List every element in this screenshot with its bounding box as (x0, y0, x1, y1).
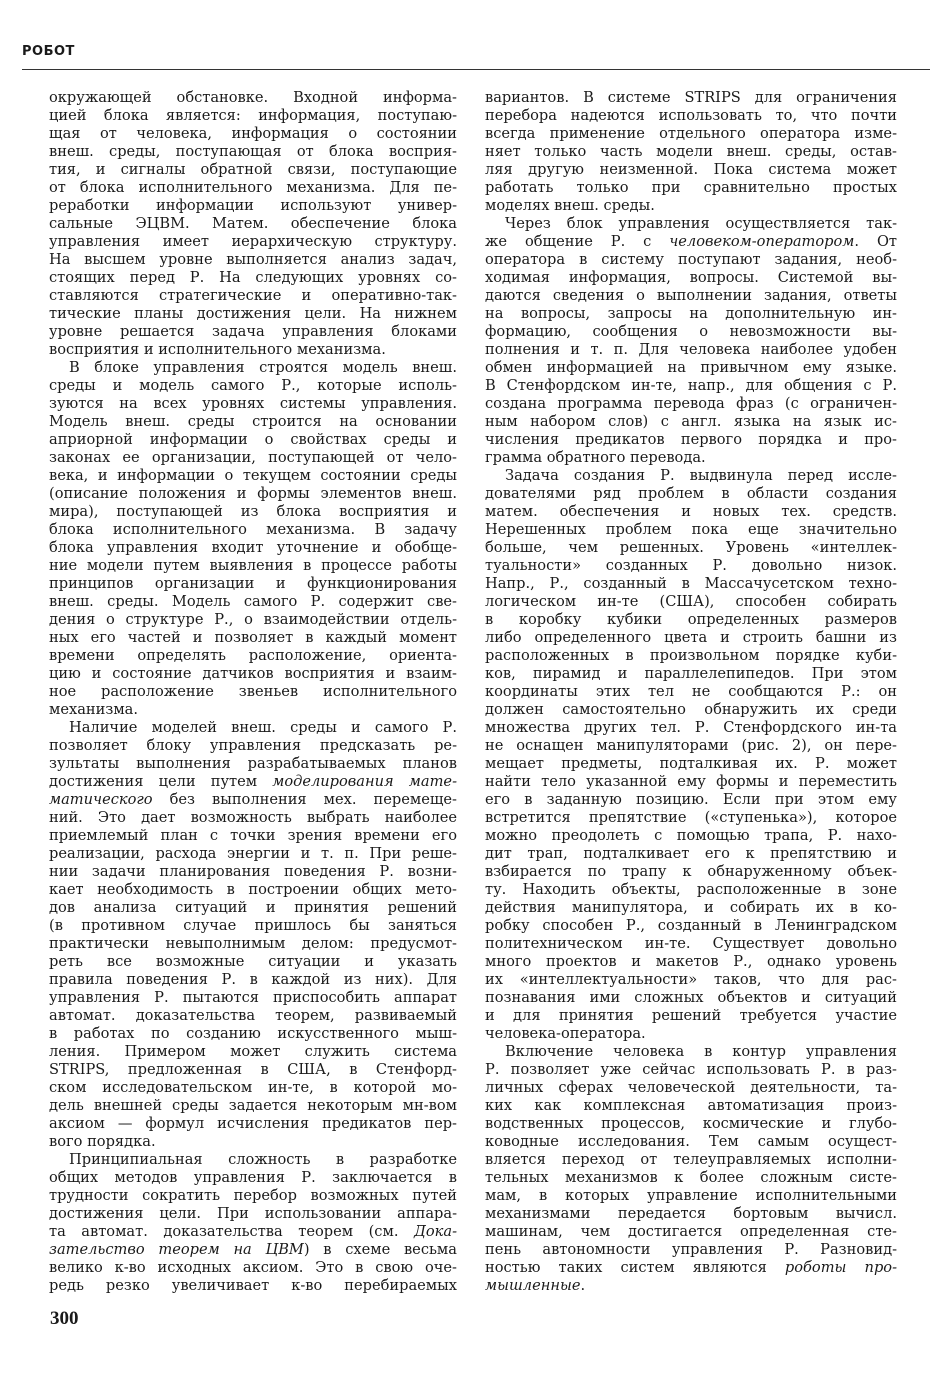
text-line: внеш. среды. Модель самого Р. содержит све- (49, 593, 457, 610)
text-line: аксиом — формул исчисления предикатов пер- (49, 1115, 457, 1132)
text-line: окружающей обстановке. Входной информа- (49, 89, 457, 106)
text-line: механизмами передается бортовым вычисл. (485, 1205, 897, 1222)
text-line: встретится препятствие («ступенька»), которое (485, 809, 897, 826)
text-line: (описание положения и формы элементов внеш. (49, 485, 457, 502)
text-line: политехническом ин-те. Существует довольно (485, 935, 897, 952)
text-line: зультаты выполнения разрабатываемых планов (49, 755, 457, 772)
text-line: В Стенфордском ин-те, напр., для общения с Р. (485, 377, 897, 394)
text-line: реть все возможные ситуации и указать (49, 953, 457, 970)
text-line: вариантов. В системе STRIPS для ограничения (485, 89, 897, 106)
text-line: робку способен Р., созданный в Ленинградском (485, 917, 897, 934)
text-segment: же общение Р. с (485, 233, 670, 250)
text-line: нии задачи планирования поведения Р. возни- (49, 863, 457, 880)
text-line: щая от человека, информация о состоянии (49, 125, 457, 142)
text-segment: без выполнения мех. перемеще- (152, 791, 457, 808)
text-line: от блока исполнительного механизма. Для пе- (49, 179, 457, 196)
text-line: ляя другую неизменной. Пока система может (485, 161, 897, 178)
text-line (49, 791, 457, 809)
text-line: цию и состояние датчиков восприятия и взаим- (49, 665, 457, 682)
text-line: сальные ЭЦВМ. Матем. обеспечение блока (49, 215, 457, 232)
text-line: ставляются стратегические и оперативно-так- (49, 287, 457, 304)
text-line: вого порядка. (49, 1133, 156, 1150)
header-rule (22, 69, 930, 70)
text-line: дения о структуре Р., о взаимодействии отдель- (49, 611, 457, 628)
text-segment: . (580, 1277, 586, 1294)
text-line: дель внешней среды задается некоторым мн-вом (49, 1097, 457, 1114)
text-line: ления. Примером может служить система (49, 1043, 457, 1060)
text-line: среды и модель самого Р., которые исполь- (49, 377, 457, 394)
text-line: ту. Находить объекты, расположенные в зоне (485, 881, 897, 898)
text-line: расположенных в произвольном порядке куби- (485, 647, 897, 664)
italic-term: Дока- (414, 1223, 457, 1240)
text-line: Р. позволяет уже сейчас использовать Р. в раз- (485, 1061, 897, 1078)
text-line: автомат. доказательства теорем, развиваемый (49, 1007, 457, 1024)
text-line: в работах по созданию искусственного мыш- (49, 1025, 457, 1042)
text-line: В блоке управления строятся модель внеш. (69, 359, 457, 376)
text-line: мира), поступающей из блока восприятия и (49, 503, 457, 520)
text-line: механизма. (49, 701, 139, 718)
text-line: восприятия и исполнительного механизма. (49, 341, 386, 358)
text-line: ние модели путем выявления в процессе работы (49, 557, 457, 574)
paragraph (485, 1043, 897, 1295)
text-line: туальности» созданных Р. довольно низок. (485, 557, 897, 574)
italic-term: матического (49, 791, 153, 808)
text-line: даются сведения о выполнении задания, ответы (485, 287, 897, 304)
text-line (485, 1277, 897, 1295)
text-line: Через блок управления осуществляется так- (505, 215, 897, 232)
text-line: множества других тел. Р. Стенфордского ин-та (485, 719, 897, 736)
paragraph (485, 467, 897, 1043)
text-line: позволяет блоку управления предсказать ре- (49, 737, 457, 754)
text-line: достижения цели. При использовании аппара- (49, 1205, 457, 1222)
text-line: ском исследовательском ин-те, в которой мо- (49, 1079, 457, 1096)
text-line: машинам, чем достигается определенная сте- (485, 1223, 897, 1240)
text-line: стоящих перед Р. На следующих уровнях со- (49, 269, 457, 286)
text-line (485, 233, 897, 251)
text-line: Напр., Р., созданный в Массачусетском техно- (485, 575, 897, 592)
text-line: ний. Это дает возможность выбрать наиболее (49, 809, 457, 826)
paragraph (49, 89, 457, 359)
text-line (49, 1241, 457, 1259)
text-line: общих методов управления Р. заключается в (49, 1169, 457, 1186)
text-column-right (485, 89, 897, 1295)
text-line: дов анализа ситуаций и принятия решений (49, 899, 457, 916)
running-title: РОБОТ (22, 44, 75, 59)
text-line: на вопросы, запросы на дополнительную ин- (485, 305, 897, 322)
text-line: перебора надеются использовать то, что почти (485, 107, 897, 124)
text-line: создана программа перевода фраз (с ограничен- (485, 395, 897, 412)
text-line: его в заданную позицию. Если при этом ему (485, 791, 897, 808)
text-line: Модель внеш. среды строится на основании (49, 413, 457, 430)
italic-term: роботы про- (784, 1259, 897, 1276)
text-line: Принципиальная сложность в разработке (69, 1151, 457, 1168)
text-line: больше, чем решенных. Уровень «интеллек- (485, 539, 897, 556)
italic-term: человеком-оператором (669, 233, 855, 250)
text-line: в коробку кубики определенных размеров (485, 611, 897, 628)
text-segment: достижения цели путем (49, 773, 273, 790)
paragraph (49, 1151, 457, 1295)
italic-term: мышленные (485, 1277, 581, 1294)
text-line: ководные исследования. Тем самым осущест- (485, 1133, 897, 1150)
text-line (49, 1223, 457, 1241)
text-line: полнения и т. п. Для человека наиболее удобен (485, 341, 897, 358)
text-line: личных сферах человеческой деятельности, та- (485, 1079, 897, 1096)
text-line: взбирается по трапу к обнаруженному объек- (485, 863, 897, 880)
text-line: приемлемый план с точки зрения времени его (49, 827, 457, 844)
text-line: грамма обратного перевода. (485, 449, 706, 466)
paragraph (485, 89, 897, 215)
text-line: внеш. среды, поступающая от блока восприя- (49, 143, 457, 160)
text-line (485, 1259, 897, 1277)
text-segment: ) в схеме весьма (303, 1241, 457, 1258)
text-line: тия, и сигналы обратной связи, поступающие (49, 161, 457, 178)
text-line: работать только при сравнительно простых (485, 179, 897, 196)
text-line: обмен информацией на привычном ему языке. (485, 359, 897, 376)
text-column-left (49, 89, 457, 1295)
text-line: либо определенного цвета и строить башни из (485, 629, 897, 646)
text-line: На высшем уровне выполняется анализ задач, (49, 251, 457, 268)
text-line: блока управления входит уточнение и обобще- (49, 539, 457, 556)
text-line: ных его частей и позволяет в каждый момент (49, 629, 457, 646)
text-line: познавания ими сложных объектов и ситуаций (485, 989, 897, 1006)
text-line: координаты этих тел не сообщаются Р.: он (485, 683, 897, 700)
text-line: вляется переход от телеуправляемых исполни- (485, 1151, 897, 1168)
text-line: практически невыполнимым делом: предусмот- (49, 935, 457, 952)
text-segment: та автомат. доказательства теорем (см. (49, 1223, 414, 1240)
text-line: управления имеет иерархическую структуру. (49, 233, 457, 250)
text-line: моделях внеш. среды. (485, 197, 655, 214)
text-line: ным набором слов) с англ. языка на язык ис- (485, 413, 897, 430)
text-line: блока исполнительного механизма. В задачу (49, 521, 457, 538)
text-line: принципов организации и функционирования (49, 575, 457, 592)
text-line: пень автономности управления Р. Разновид- (485, 1241, 897, 1258)
text-line: формацию, сообщения о невозможности вы- (485, 323, 897, 340)
text-line: мам, в которых управление исполнительными (485, 1187, 897, 1204)
paragraph (49, 359, 457, 719)
text-line: века, и информации о текущем состоянии среды (49, 467, 457, 484)
text-line: логическом ин-те (США), способен собирать (485, 593, 897, 610)
text-line (49, 773, 457, 791)
text-line: Наличие моделей внеш. среды и самого Р. (69, 719, 457, 736)
text-line: реализации, расхода энергии и т. п. При реше- (49, 845, 457, 862)
text-line: уровне решается задача управления блоками (49, 323, 457, 340)
text-line: оператора в систему поступают задания, необ- (485, 251, 897, 268)
text-line: много проектов и макетов Р., однако уровень (485, 953, 897, 970)
text-line: правила поведения Р. в каждой из них). Для (49, 971, 457, 988)
text-line: цией блока является: информация, поступаю- (49, 107, 457, 124)
text-line: числения предикатов первого порядка и про- (485, 431, 897, 448)
text-line: реработки информации используют универ- (49, 197, 457, 214)
text-line: зуются на всех уровнях системы управления. (49, 395, 457, 412)
text-line: няет только часть модели внеш. среды, остав- (485, 143, 897, 160)
page-number: 300 (50, 1308, 79, 1329)
paragraph (485, 215, 897, 467)
text-line: Нерешенных проблем пока еще значительно (485, 521, 897, 538)
text-line: управления Р. пытаются приспособить аппарат (49, 989, 457, 1006)
text-line: дователями ряд проблем в области создания (485, 485, 897, 502)
text-line: найти тело указанной ему формы и переместить (485, 773, 897, 790)
text-line: ное расположение звеньев исполнительного (49, 683, 457, 700)
text-line: STRIPS, предложенная в США, в Стенфорд- (49, 1061, 457, 1078)
italic-term: моделирования мате- (272, 773, 458, 790)
text-line: редь резко увеличивает к-во перебираемых (49, 1277, 457, 1294)
text-line: ких как комплексная автоматизация произ- (485, 1097, 897, 1114)
text-line: тельных механизмов к более сложным систе- (485, 1169, 897, 1186)
text-line: мещает предметы, подталкивая их. Р. может (485, 755, 897, 772)
text-line: законах ее организации, поступающей от чело- (49, 449, 457, 466)
text-line: можно преодолеть с помощью трапа, Р. нахо- (485, 827, 897, 844)
text-line: их «интеллектуальности» таков, что для рас- (485, 971, 897, 988)
text-line: человека-оператора. (485, 1025, 646, 1042)
text-line: ков, пирамид и параллелепипедов. При этом (485, 665, 897, 682)
text-line: (в противном случае пришлось бы заняться (49, 917, 457, 934)
text-line: Задача создания Р. выдвинула перед иссле- (505, 467, 897, 484)
text-line: не оснащен манипуляторами (рис. 2), он пере- (485, 737, 897, 754)
text-line: водственных процессов, космические и глубо- (485, 1115, 897, 1132)
paragraph (49, 719, 457, 1151)
italic-term: зательство теорем на ЦВМ (49, 1241, 304, 1258)
text-line: всегда применение отдельного оператора изме- (485, 125, 897, 142)
text-line: кает необходимость в построении общих мето- (49, 881, 457, 898)
text-line: и для принятия решений требуется участие (485, 1007, 897, 1024)
text-line: тические планы достижения цели. На нижнем (49, 305, 457, 322)
text-segment: . От (854, 233, 897, 250)
text-line: времени определять расположение, ориента- (49, 647, 457, 664)
text-line: Включение человека в контур управления (505, 1043, 897, 1060)
text-line: трудности сократить перебор возможных путей (49, 1187, 457, 1204)
text-line: велико к-во исходных аксиом. Это в свою оче- (49, 1259, 457, 1276)
text-segment: ностью таких систем являются (485, 1259, 785, 1276)
text-line: матем. обеспечения и новых тех. средств. (485, 503, 897, 520)
text-line: действия манипулятора, и собирать их в ко- (485, 899, 897, 916)
text-line: ходимая информация, вопросы. Системой вы- (485, 269, 897, 286)
text-line: дит трап, подталкивает его к препятствию и (485, 845, 897, 862)
text-line: априорной информации о свойствах среды и (49, 431, 457, 448)
text-line: должен самостоятельно обнаружить их среди (485, 701, 897, 718)
